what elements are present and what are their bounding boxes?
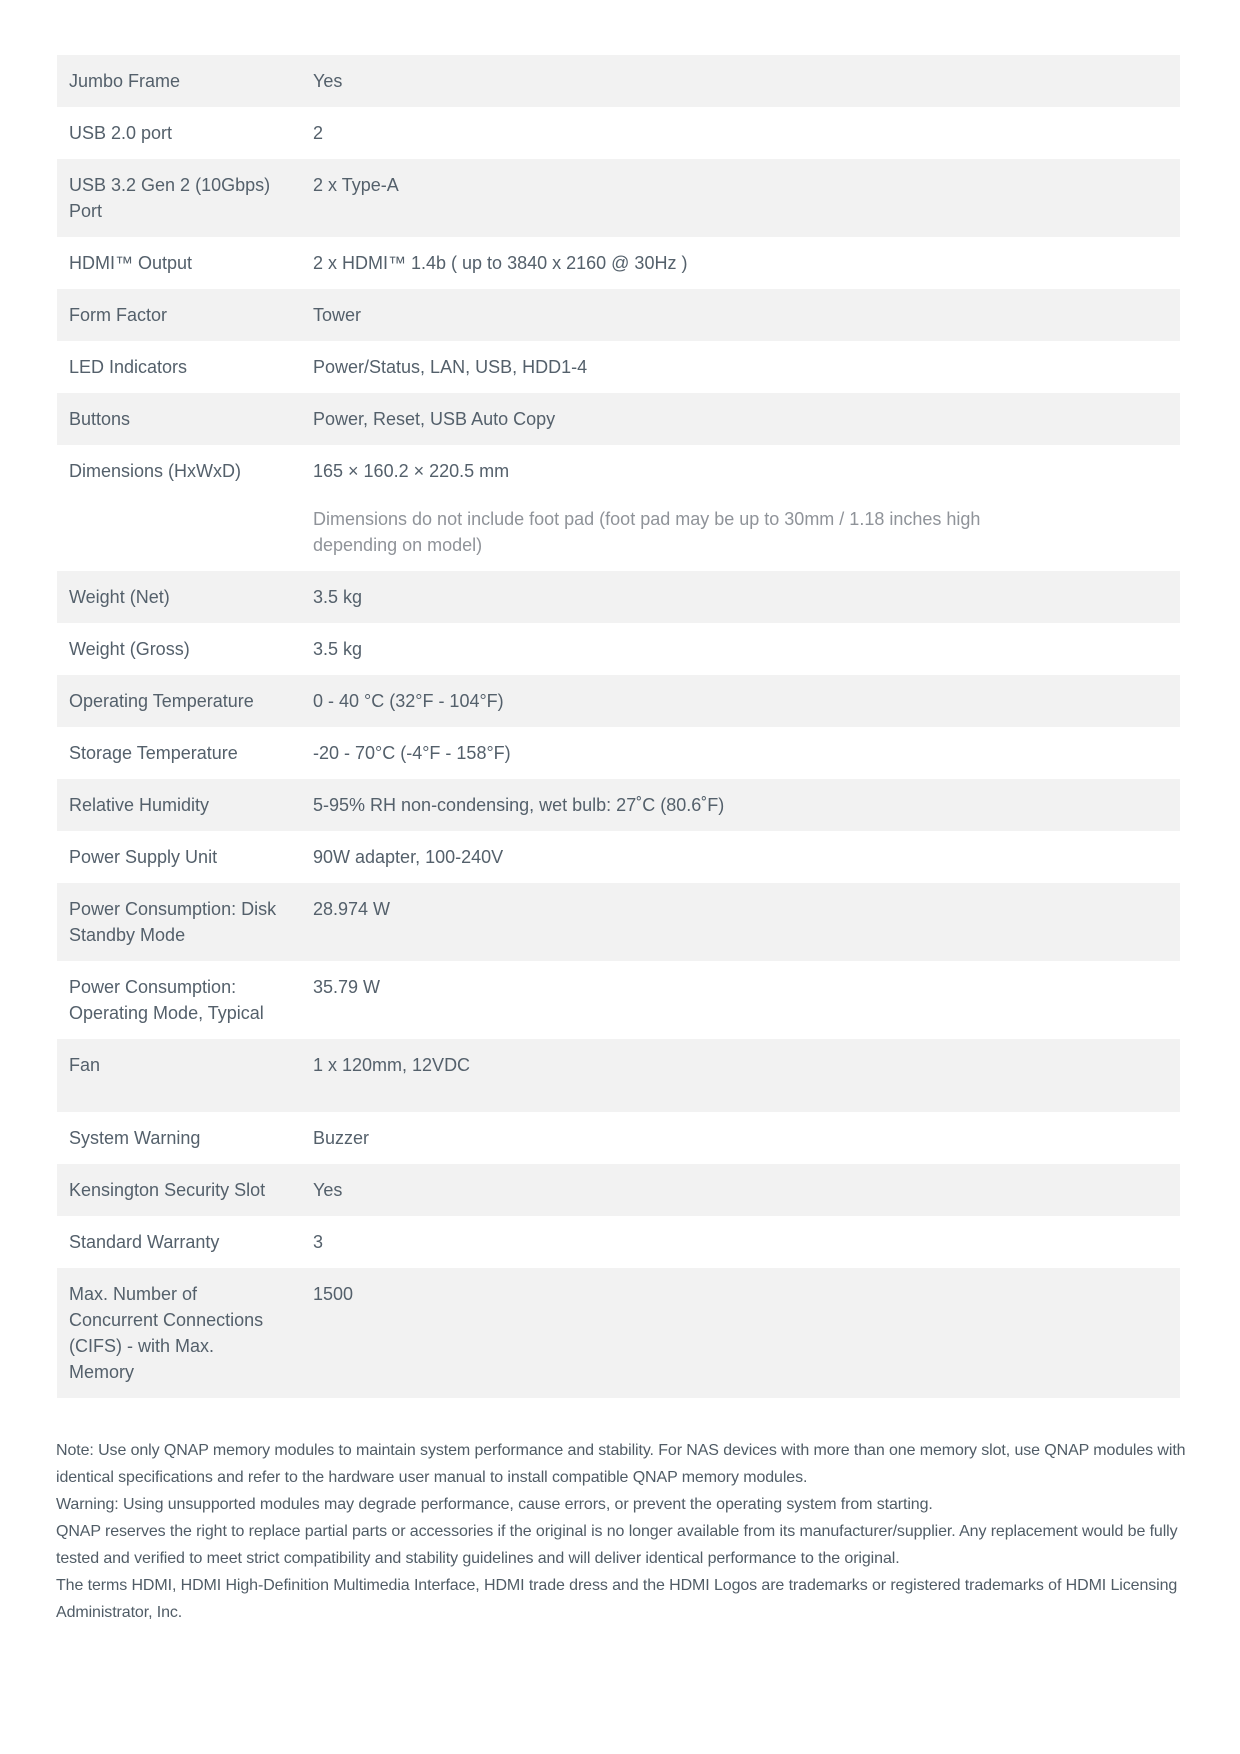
spec-value-text: 1500	[313, 1284, 354, 1304]
spec-value-text: Yes	[313, 1180, 343, 1200]
spec-value-text: Yes	[313, 71, 343, 91]
spec-row	[57, 571, 1180, 623]
spec-row	[57, 393, 1180, 445]
spec-value	[313, 250, 1180, 276]
spec-value-text: Buzzer	[313, 1128, 370, 1148]
spec-value-text: 3.5 kg	[313, 587, 363, 607]
spec-row	[57, 55, 1180, 107]
spec-value-text: 2 x HDMI™ 1.4b ( up to 3840 x 2160 @ 30Hz )	[313, 253, 688, 273]
spec-value	[313, 1052, 1180, 1078]
spec-row	[57, 289, 1180, 341]
spec-value-text: 90W adapter, 100-240V	[313, 847, 504, 867]
spec-value	[313, 172, 1180, 198]
spec-row	[57, 341, 1180, 393]
spec-value	[313, 68, 1180, 94]
spec-value-text: 3	[313, 1232, 324, 1252]
spec-value	[313, 1281, 1180, 1307]
spec-row	[57, 107, 1180, 159]
spec-value-text: 28.974 W	[313, 899, 391, 919]
spec-value-text: Tower	[313, 305, 362, 325]
spec-label: Form Factor	[69, 305, 168, 325]
spec-label: Fan	[69, 1055, 101, 1075]
spec-row	[57, 675, 1180, 727]
spec-table	[57, 55, 1180, 1398]
spec-value	[313, 688, 1180, 714]
spec-value	[313, 844, 1180, 870]
spec-label: Power Supply Unit	[69, 847, 218, 867]
spec-label: LED Indicators	[69, 357, 188, 377]
spec-value-text: 5-95% RH non-condensing, wet bulb: 27˚C (80.6˚F)	[313, 795, 725, 815]
spec-row	[57, 1216, 1180, 1268]
spec-row	[57, 1039, 1180, 1112]
spec-label: Storage Temperature	[69, 743, 238, 763]
spec-value	[313, 1177, 1180, 1203]
spec-label: Operating Temperature	[69, 691, 254, 711]
spec-value-text: 0 - 40 °C (32°F - 104°F)	[313, 691, 504, 711]
spec-label: Kensington Security Slot	[69, 1180, 266, 1200]
spec-row	[57, 623, 1180, 675]
spec-value	[313, 1229, 1180, 1255]
spec-row	[57, 779, 1180, 831]
spec-label: Relative Humidity	[69, 795, 210, 815]
spec-value	[313, 354, 1180, 380]
spec-value-text: 2	[313, 123, 324, 143]
spec-label: Dimensions (HxWxD)	[69, 461, 242, 481]
spec-value	[313, 302, 1180, 328]
footnote-paragraph: The terms HDMI, HDMI High-Definition Multimedia Interface, HDMI trade dress and the HDMI Logos are trademarks or registered trademarks of HDMI Licensing Administrator, Inc.	[56, 1577, 1178, 1621]
spec-row	[57, 1112, 1180, 1164]
spec-row	[57, 883, 1180, 961]
footnote-paragraph: Note: Use only QNAP memory modules to maintain system performance and stability. For NAS devices with more than one memory slot, use QNAP modules with identical specifications and refer to the hardware user manual to install compatible QNAP memory modules.	[56, 1442, 1186, 1486]
spec-value	[313, 458, 1180, 558]
spec-label: USB 2.0 port	[69, 123, 173, 143]
spec-row	[57, 727, 1180, 779]
spec-row	[57, 1268, 1180, 1398]
footnote-paragraph: Warning: Using unsupported modules may degrade performance, cause errors, or prevent the operating system from starting.	[56, 1496, 933, 1513]
spec-row	[57, 237, 1180, 289]
spec-value-text: 165 × 160.2 × 220.5 mm	[313, 461, 510, 481]
spec-value	[313, 406, 1180, 432]
spec-value-note: Dimensions do not include foot pad (foot pad may be up to 30mm / 1.18 inches high depending on model)	[313, 509, 981, 555]
spec-value	[313, 896, 1180, 922]
spec-value-text: 35.79 W	[313, 977, 381, 997]
spec-label: System Warning	[69, 1128, 201, 1148]
spec-label: USB 3.2 Gen 2 (10Gbps) Port	[69, 175, 271, 221]
spec-value	[313, 792, 1180, 818]
spec-row	[57, 445, 1180, 571]
spec-value-text: Power, Reset, USB Auto Copy	[313, 409, 556, 429]
spec-row	[57, 1164, 1180, 1216]
spec-label: Weight (Net)	[69, 587, 170, 607]
footnote-paragraph: QNAP reserves the right to replace partial parts or accessories if the original is no longer available from its manufacturer/supplier. Any replacement would be fully tested and verified to meet strict compatibility and stability guidelines and will deliver identical performance to the original.	[56, 1523, 1178, 1567]
spec-value	[313, 636, 1180, 662]
spec-label: Buttons	[69, 409, 131, 429]
spec-row	[57, 831, 1180, 883]
spec-value	[313, 740, 1180, 766]
spec-value-text: 3.5 kg	[313, 639, 363, 659]
spec-row	[57, 961, 1180, 1039]
spec-value-text: 2 x Type-A	[313, 175, 399, 195]
footnotes	[56, 1437, 1186, 1626]
spec-label: HDMI™ Output	[69, 253, 193, 273]
spec-value	[313, 974, 1180, 1000]
spec-label: Standard Warranty	[69, 1232, 220, 1252]
spec-value	[313, 120, 1180, 146]
spec-label: Power Consumption: Operating Mode, Typical	[69, 977, 264, 1023]
spec-value-text: 1 x 120mm, 12VDC	[313, 1055, 471, 1075]
spec-value	[313, 1125, 1180, 1151]
spec-label: Power Consumption: Disk Standby Mode	[69, 899, 277, 945]
spec-label: Weight (Gross)	[69, 639, 190, 659]
spec-row	[57, 159, 1180, 237]
spec-label: Jumbo Frame	[69, 71, 181, 91]
spec-label: Max. Number of Concurrent Connections (CIFS) - with Max. Memory	[69, 1284, 264, 1382]
spec-value-text: -20 - 70°C (-4°F - 158°F)	[313, 743, 511, 763]
spec-value-text: Power/Status, LAN, USB, HDD1-4	[313, 357, 588, 377]
spec-value	[313, 584, 1180, 610]
